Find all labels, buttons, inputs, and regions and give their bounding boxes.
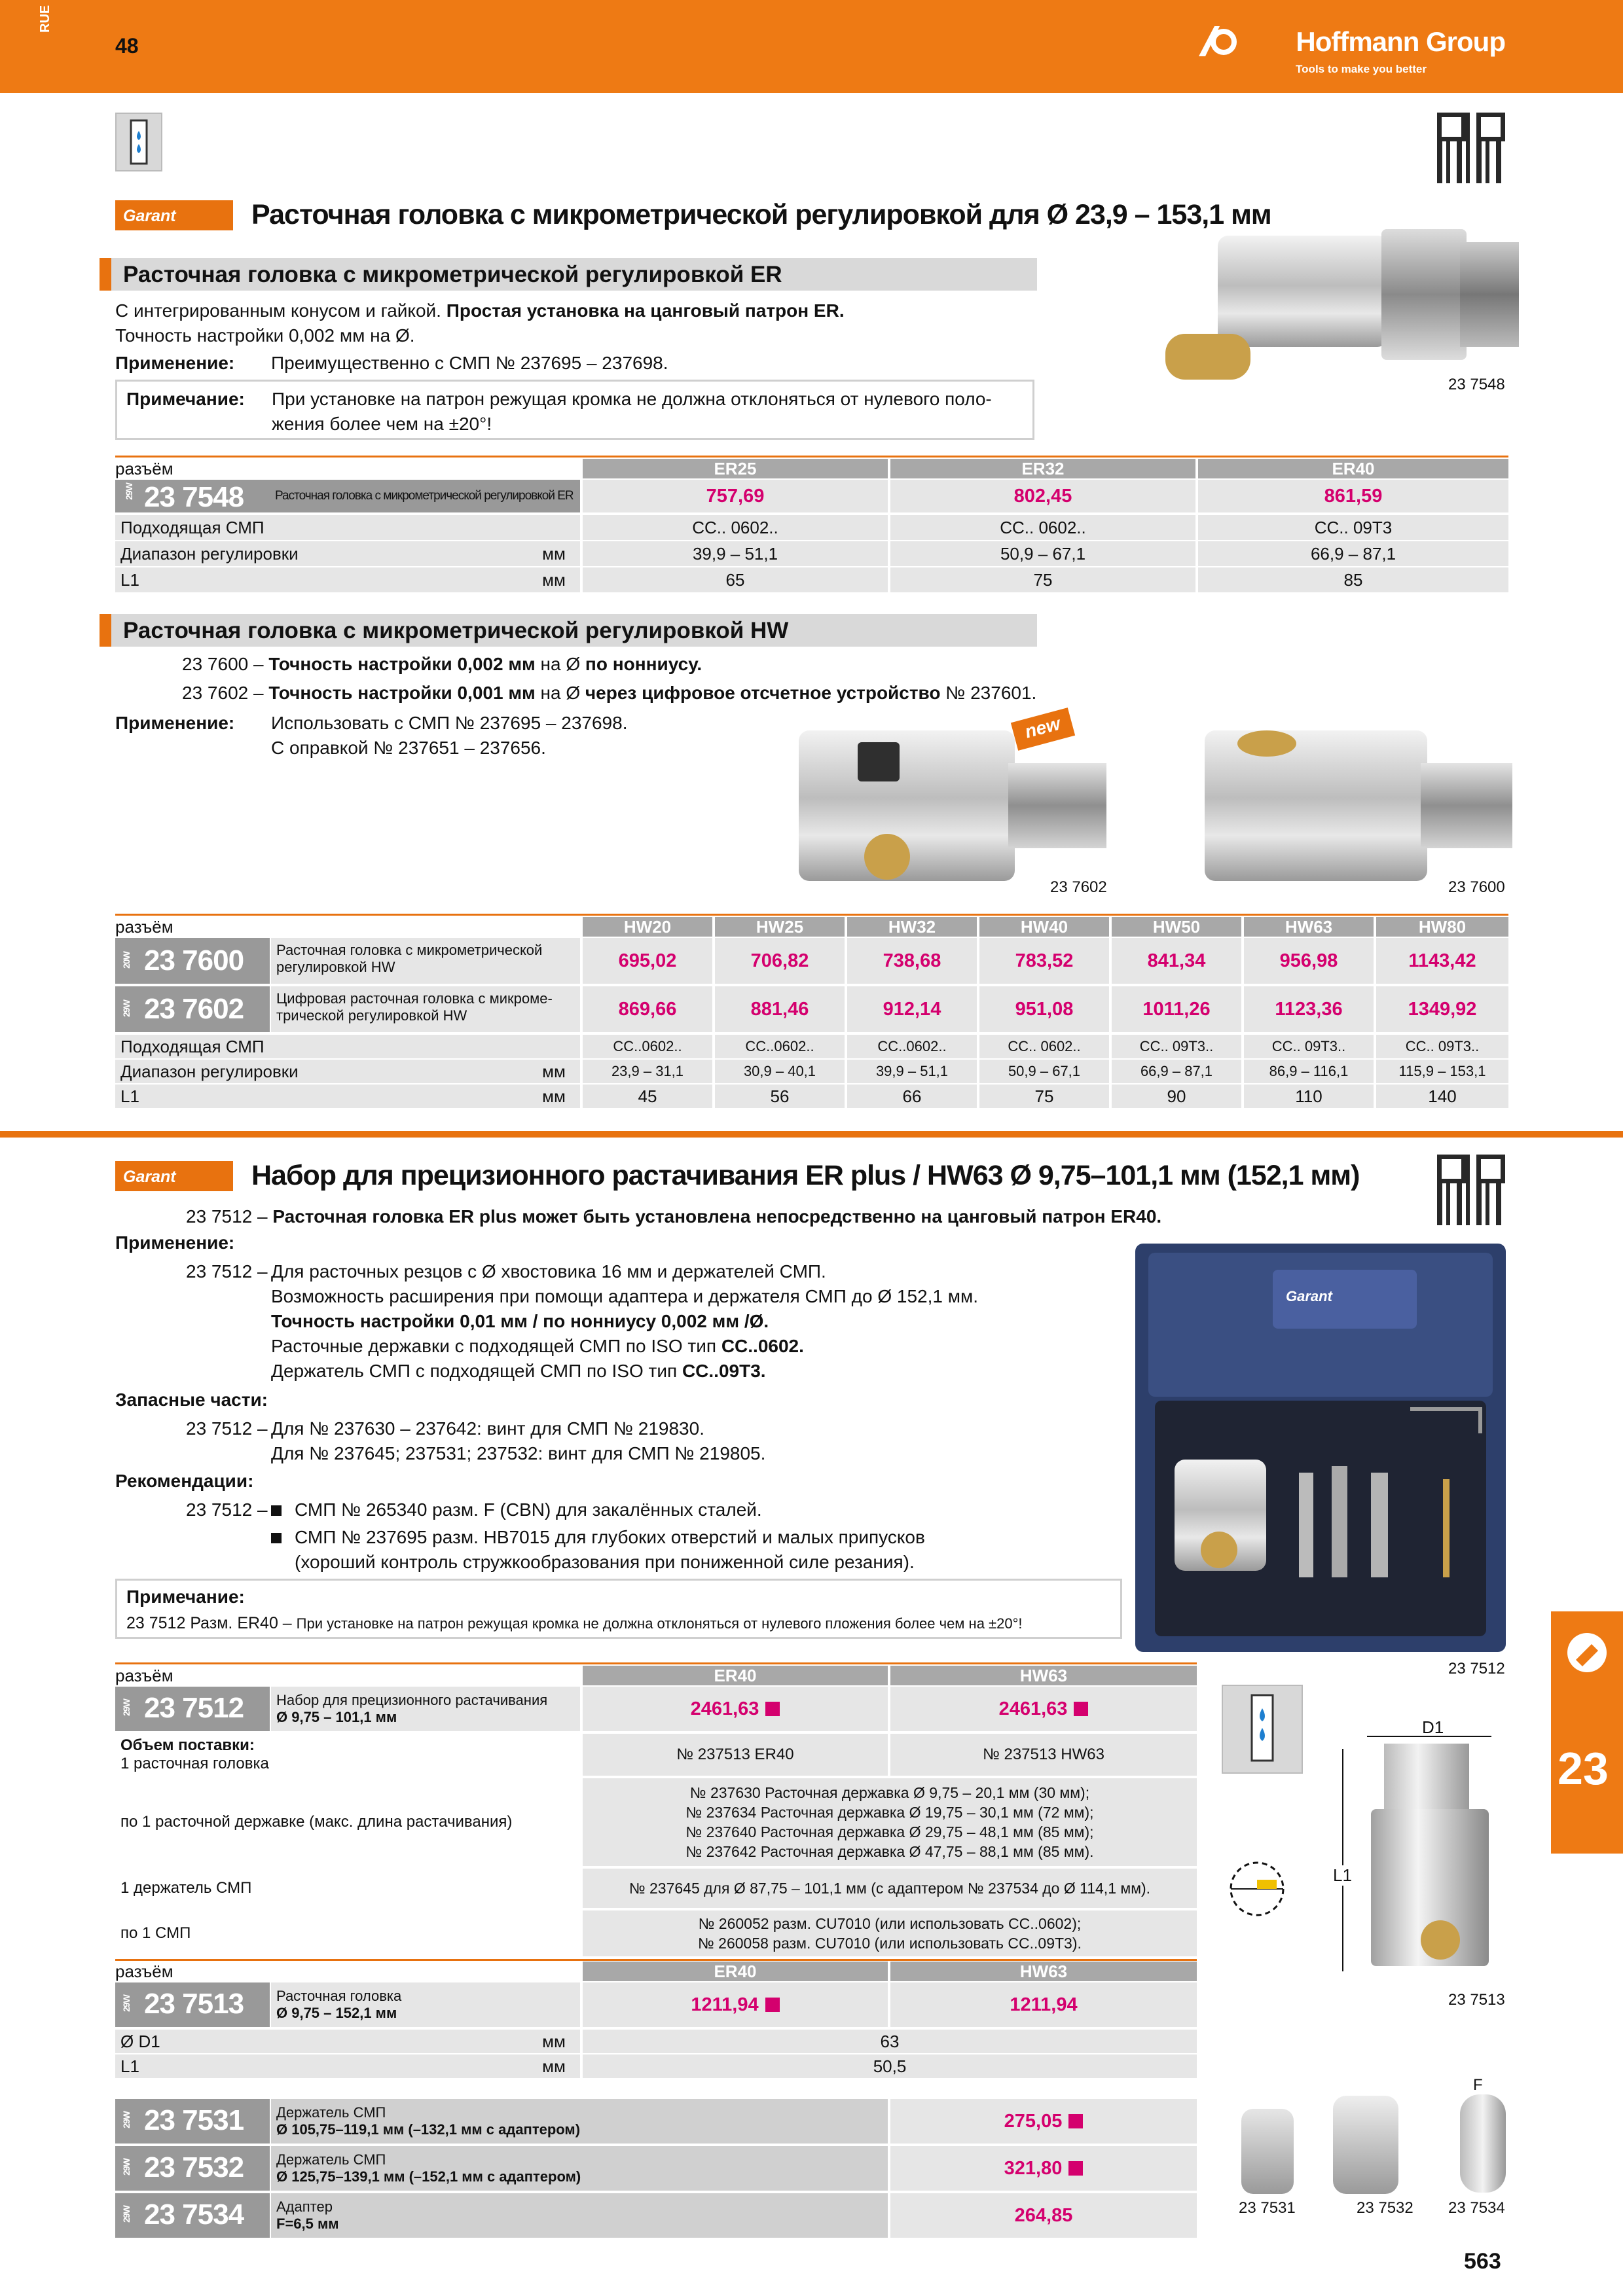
- hw-table: [115, 914, 1508, 1110]
- set-intro: 23 7512 – Расточная головка ER plus может быть установлена непосредственно на цанговый патрон ER40.: [186, 1206, 1162, 1227]
- caption-237531: 23 7531: [1239, 2199, 1296, 2217]
- hoffmann-logo-icon: [1196, 22, 1237, 60]
- acc-price: 321,80: [890, 2146, 1197, 2191]
- hw-cell: 90: [1112, 1085, 1241, 1108]
- er-note-box: [115, 380, 1034, 440]
- hw-cell: 56: [715, 1085, 845, 1108]
- set-use-label: Применение:: [115, 1232, 235, 1253]
- er-note-label: Примечание:: [126, 389, 245, 409]
- dim-l1-label: L1: [1333, 1865, 1352, 1885]
- hw-use-text1: Использовать с СМП № 237695 – 237698.: [271, 713, 628, 733]
- hw-cell: CC..0602..: [583, 1035, 712, 1058]
- brand-tagline: Tools to make you better: [1296, 63, 1427, 75]
- garant-badge: Garant: [115, 200, 233, 230]
- hw-cell: 115,9 – 153,1: [1376, 1060, 1508, 1083]
- hw-col-header: HW40: [979, 917, 1109, 937]
- supply-label: Объем поставки: 1 расточная головка: [120, 1736, 269, 1772]
- hw-cell: CC..0602..: [847, 1035, 977, 1058]
- article-desc: Расточная головка с микрометрической регулировкой ER: [275, 489, 574, 503]
- head-caption: 23 7513: [1448, 1991, 1505, 2009]
- acc-article-row[interactable]: [115, 2099, 270, 2144]
- er-col-header: ER32: [890, 459, 1195, 478]
- hw-price: 738,68: [847, 938, 977, 984]
- head-article-row[interactable]: [115, 1982, 270, 2027]
- hw-cell: 39,9 – 51,1: [847, 1060, 977, 1083]
- er-image-caption: 23 7548: [1448, 376, 1505, 393]
- article-number: 23 7600: [144, 944, 244, 977]
- hw-price: 841,34: [1112, 938, 1241, 984]
- hw-price: 1143,42: [1376, 938, 1508, 984]
- set-note-label: Примечание:: [126, 1587, 245, 1607]
- hw-article-desc: Расточная головка с микрометрической регулировкой HW: [271, 938, 580, 984]
- er-price: 802,45: [890, 480, 1195, 512]
- l1-unit: мм: [542, 2056, 566, 2076]
- hw-cell: 45: [583, 1085, 712, 1108]
- er-row-unit: мм: [542, 569, 566, 590]
- head-price: 1211,94: [583, 1982, 888, 2027]
- rec-line2: СМП № 237695 разм. HB7015 для глубоких отверстий и малых припусков: [271, 1525, 925, 1550]
- article-prefix: 29W: [120, 1000, 132, 1017]
- dim-f-label: F: [1473, 2076, 1483, 2094]
- er-cell: CC.. 0602..: [890, 515, 1195, 540]
- d1-unit: мм: [542, 2031, 566, 2051]
- hw-price: 1123,36: [1244, 986, 1374, 1032]
- er-cell: CC.. 0602..: [583, 515, 888, 540]
- hw-cell: 75: [979, 1085, 1109, 1108]
- chapter-tab[interactable]: [1551, 1611, 1623, 1854]
- page-number-left: 48: [115, 34, 139, 58]
- d1-label: Ø D1: [115, 2030, 580, 2053]
- er-col-header: ER40: [1198, 459, 1508, 478]
- insert-label: по 1 СМП: [120, 1924, 191, 1942]
- hw-row-label: L1: [115, 1085, 580, 1108]
- er-cell: 85: [1198, 567, 1508, 592]
- hw-cell: 66: [847, 1085, 977, 1108]
- hw-article-desc: Цифровая расточная головка с микроме- трической регулировкой HW: [271, 986, 580, 1032]
- page-number: 563: [1464, 2249, 1501, 2274]
- hw-cell: 140: [1376, 1085, 1508, 1108]
- hw-price: 912,14: [847, 986, 977, 1032]
- spare-line2: Для № 237645; 237531; 237532: винт для СМП № 219805.: [271, 1443, 766, 1463]
- boring-head-dimension-image: [1349, 1744, 1512, 1966]
- hw-caption-237602: 23 7602: [1050, 878, 1107, 896]
- d1-value: 63: [583, 2030, 1197, 2053]
- acc-price: 275,05: [890, 2099, 1197, 2144]
- er-row-label: Подходящая СМП: [115, 515, 580, 540]
- er-row-unit: мм: [542, 543, 566, 564]
- head-price: 1211,94: [890, 1982, 1197, 2027]
- article-number: 23 7513: [144, 1988, 244, 2020]
- set-col-header: HW63: [890, 1666, 1197, 1685]
- article-prefix: 29W: [120, 2111, 132, 2128]
- set-caption: 23 7512: [1448, 1660, 1505, 1677]
- dim-d1-label: D1: [1422, 1717, 1444, 1737]
- acc-price: 264,85: [890, 2193, 1197, 2238]
- set-use-line5: Держатель СМП с подходящей СМП по ISO тип CC..09T3.: [271, 1361, 766, 1381]
- er-use-label: Применение:: [115, 353, 235, 373]
- hw-cell: 23,9 – 31,1: [583, 1060, 712, 1083]
- brand-name: Hoffmann Group: [1296, 26, 1505, 57]
- hw-row-label: Диапазон регулировки: [115, 1060, 580, 1083]
- head-col-header: ER40: [583, 1962, 888, 1981]
- garant-badge: Garant: [115, 1161, 233, 1191]
- hw-article-row[interactable]: [115, 938, 270, 984]
- case-brand: Garant: [1273, 1270, 1417, 1329]
- hw-caption-237600: 23 7600: [1448, 878, 1505, 896]
- hw-digital-head-image: [799, 724, 1113, 888]
- set-use-line4: Расточные державки с подходящей СМП по ISO тип CC..0602.: [271, 1336, 804, 1356]
- set-note-text: 23 7512 Разм. ER40 – При установке на патрон режущая кромка не должна отклоняться от нулевого пложения более чем на ±20°!: [126, 1614, 1023, 1632]
- er-cell: 66,9 – 87,1: [1198, 541, 1508, 566]
- insert-holder-large-image: [1333, 2096, 1398, 2194]
- hw-line1: 23 7600 – Точность настройки 0,002 мм на Ø по нонниусу.: [182, 654, 702, 674]
- article-number: 23 7534: [144, 2198, 244, 2231]
- hw-cell: 66,9 – 87,1: [1112, 1060, 1241, 1083]
- caption-237532: 23 7532: [1357, 2199, 1413, 2217]
- chapter-icon: [1565, 1631, 1609, 1674]
- head-table-col-label: разъём: [115, 1961, 173, 1981]
- hw-cell: 50,9 – 67,1: [979, 1060, 1109, 1083]
- hw-use-text2: С оправкой № 237651 – 237656.: [271, 738, 546, 758]
- hw-cell: 110: [1244, 1085, 1374, 1108]
- holders-label: по 1 расточной державке (макс. длина растачивания): [120, 1813, 513, 1831]
- rec-label: Рекомендации:: [115, 1471, 254, 1491]
- hw-col-header: HW63: [1244, 917, 1374, 937]
- set-note-box: [115, 1579, 1122, 1639]
- spare-line1: Для № 237630 – 237642: винт для СМП № 219830.: [271, 1418, 704, 1439]
- rec-line3: (хороший контроль стружкообразования при пониженной силе резания).: [295, 1552, 915, 1572]
- er-cell: 50,9 – 67,1: [890, 541, 1195, 566]
- er-table: [115, 456, 1508, 594]
- hw-price: 783,52: [979, 938, 1109, 984]
- acc-article-desc: Адаптер F=6,5 мм: [271, 2193, 888, 2238]
- hw-price: 1011,26: [1112, 986, 1241, 1032]
- hw-head-image: [1198, 724, 1512, 888]
- hw-cell: CC.. 09T3..: [1376, 1035, 1508, 1058]
- article-number: 23 7512: [144, 1692, 244, 1724]
- set-col-header: ER40: [583, 1666, 888, 1685]
- spare-label: Запасные части:: [115, 1390, 268, 1410]
- hw-cell: CC.. 09T3..: [1244, 1035, 1374, 1058]
- er-table-col-label: разъём: [115, 458, 173, 478]
- supply-value: № 237513 ER40: [583, 1734, 888, 1776]
- article-number: 23 7548: [144, 481, 244, 513]
- holder1-value: № 237645 для Ø 87,75 – 101,1 мм (с адаптером № 237534 до Ø 114,1 мм).: [583, 1869, 1197, 1908]
- er-cell: 65: [583, 567, 888, 592]
- er-row-label: L1: [115, 567, 580, 592]
- adapter-image: [1460, 2094, 1506, 2193]
- set-table-col-label: разъём: [115, 1665, 173, 1685]
- hw-cell: 86,9 – 116,1: [1244, 1060, 1374, 1083]
- holders-list: № 237630 Расточная державка Ø 9,75 – 20,1 мм (30 мм); № 237634 Расточная державка Ø 19,75 – 30,1 мм (72 мм); № 237640 Расточная державка Ø 29,75 – 48,1 мм (85 мм); № 237642 Расточная державка Ø 47,75 – 88,1 мм (85 мм).: [583, 1778, 1197, 1866]
- hw-cell: CC..0602..: [715, 1035, 845, 1058]
- section2-title: Набор для прецизионного растачивания ER plus / HW63 Ø 9,75–101,1 мм (152,1 мм): [251, 1160, 1360, 1191]
- article-prefix: 20W: [120, 952, 132, 969]
- set-use-bold: Точность настройки 0,01 мм / по нонниусу 0,002 мм /Ø.: [271, 1311, 769, 1331]
- l1-value: 50,5: [583, 2054, 1197, 2078]
- hw-price: 695,02: [583, 938, 712, 984]
- hw-col-header: HW25: [715, 917, 845, 937]
- hw-col-header: HW80: [1376, 917, 1508, 937]
- head-col-header: HW63: [890, 1962, 1197, 1981]
- hw-price: 1349,92: [1376, 986, 1508, 1032]
- hw-line2: 23 7602 – Точность настройки 0,001 мм на Ø через цифровое отсчетное устройство № 237601.: [182, 683, 1037, 703]
- hw-col-header: HW50: [1112, 917, 1241, 937]
- article-prefix: 29W: [120, 1995, 132, 2012]
- qr-code-icon[interactable]: [1437, 113, 1505, 183]
- set-article-row[interactable]: [115, 1687, 270, 1731]
- article-prefix: 29W: [120, 1699, 132, 1716]
- rec-num: 23 7512 –: [186, 1499, 268, 1520]
- head-article-desc: Расточная головка Ø 9,75 – 152,1 мм: [271, 1982, 580, 2027]
- er-cell: 39,9 – 51,1: [583, 541, 888, 566]
- article-number: 23 7531: [144, 2104, 244, 2136]
- caption-237534: 23 7534: [1448, 2199, 1505, 2217]
- set-use-line1: Для расточных резцов с Ø хвостовика 16 мм и держателей СМП.: [271, 1261, 826, 1282]
- hw-price: 869,66: [583, 986, 712, 1032]
- article-number: 23 7532: [144, 2151, 244, 2183]
- header-bar: [0, 0, 1623, 93]
- holder1-label: 1 держатель СМП: [120, 1879, 252, 1897]
- article-prefix: 29W: [124, 483, 134, 500]
- qr-code-icon[interactable]: [1437, 1155, 1505, 1225]
- hw-price: 956,98: [1244, 938, 1374, 984]
- hw-row-unit: мм: [542, 1086, 566, 1106]
- article-number: 23 7602: [144, 993, 244, 1025]
- set-use-line2: Возможность расширения при помощи адаптера и держателя СМП до Ø 152,1 мм.: [271, 1286, 979, 1306]
- article-prefix: 29W: [120, 2206, 132, 2223]
- hw-heading: Расточная головка с микрометрической регулировкой HW: [100, 614, 1037, 647]
- er-use-text: Преимущественно с СМП № 237695 – 237698.: [271, 353, 668, 373]
- er-article-row[interactable]: [115, 480, 580, 512]
- er-heading: Расточная головка с микрометрической регулировкой ER: [100, 258, 1037, 291]
- hw-table-col-label: разъём: [115, 916, 173, 937]
- acc-article-row[interactable]: [115, 2146, 270, 2191]
- coolant-symbol-icon: [115, 113, 162, 171]
- chapter-number: 23: [1558, 1743, 1609, 1794]
- section-divider: [0, 1131, 1623, 1138]
- hw-article-row[interactable]: [115, 986, 270, 1032]
- new-badge: new: [1011, 708, 1075, 751]
- hw-price: 951,08: [979, 986, 1109, 1032]
- er-desc-line2: Точность настройки 0,002 мм на Ø.: [115, 325, 415, 346]
- er-price: 861,59: [1198, 480, 1508, 512]
- supply-value: № 237513 HW63: [890, 1734, 1197, 1776]
- section1-title: Расточная головка с микрометрической регулировкой для Ø 23,9 – 153,1 мм: [251, 199, 1271, 230]
- er-price: 757,69: [583, 480, 888, 512]
- spare-num: 23 7512 –: [186, 1418, 268, 1439]
- hw-price: 881,46: [715, 986, 845, 1032]
- er-desc-line1: С интегрированным конусом и гайкой. Простая установка на цанговый патрон ER.: [115, 300, 845, 321]
- hw-row-unit: мм: [542, 1061, 566, 1081]
- hw-row-label: Подходящая СМП: [115, 1035, 580, 1058]
- l1-label: L1: [115, 2054, 580, 2078]
- set-table: [115, 1662, 1197, 2238]
- er-note-text2: жения более чем на ±20°!: [272, 414, 492, 434]
- hw-use-label: Применение:: [115, 713, 235, 733]
- set-price: 2461,63: [583, 1687, 888, 1731]
- coolant-symbol-icon: [1222, 1685, 1303, 1774]
- acc-article-row[interactable]: [115, 2193, 270, 2238]
- er-boring-head-image: [1165, 229, 1532, 386]
- set-price: 2461,63: [890, 1687, 1197, 1731]
- hw-cell: 30,9 – 40,1: [715, 1060, 845, 1083]
- hw-cell: CC.. 0602..: [979, 1035, 1109, 1058]
- er-row-label: Диапазон регулировки: [115, 541, 580, 566]
- hw-cell: CC.. 09T3..: [1112, 1035, 1241, 1058]
- boring-set-case-image: [1135, 1244, 1506, 1652]
- insert-value: № 260052 разм. CU7010 (или использовать CC..0602); № 260058 разм. CU7010 (или использовать CC..09T3).: [583, 1910, 1197, 1956]
- set-article-desc: Набор для прецизионного растачивания Ø 9,75 – 101,1 мм: [271, 1687, 580, 1731]
- er-cell: CC.. 09T3: [1198, 515, 1508, 540]
- acc-article-desc: Держатель СМП Ø 105,75–119,1 мм (–132,1 мм с адаптером): [271, 2099, 888, 2144]
- hw-col-header: HW32: [847, 917, 977, 937]
- acc-article-desc: Держатель СМП Ø 125,75–139,1 мм (–152,1 мм с адаптером): [271, 2146, 888, 2191]
- boring-direction-icon: [1224, 1856, 1290, 1922]
- rec-line1: СМП № 265340 разм. F (CBN) для закалённых сталей.: [271, 1498, 762, 1522]
- hw-price: 706,82: [715, 938, 845, 984]
- er-col-header: ER25: [583, 459, 888, 478]
- er-note-text1: При установке на патрон режущая кромка не должна отклоняться от нулевого поло-: [272, 389, 992, 409]
- article-prefix: 29W: [120, 2159, 132, 2176]
- set-use-num: 23 7512 –: [186, 1261, 268, 1282]
- insert-holder-small-image: [1241, 2109, 1294, 2194]
- language-code: RUE: [38, 5, 52, 33]
- hw-col-header: HW20: [583, 917, 712, 937]
- er-cell: 75: [890, 567, 1195, 592]
